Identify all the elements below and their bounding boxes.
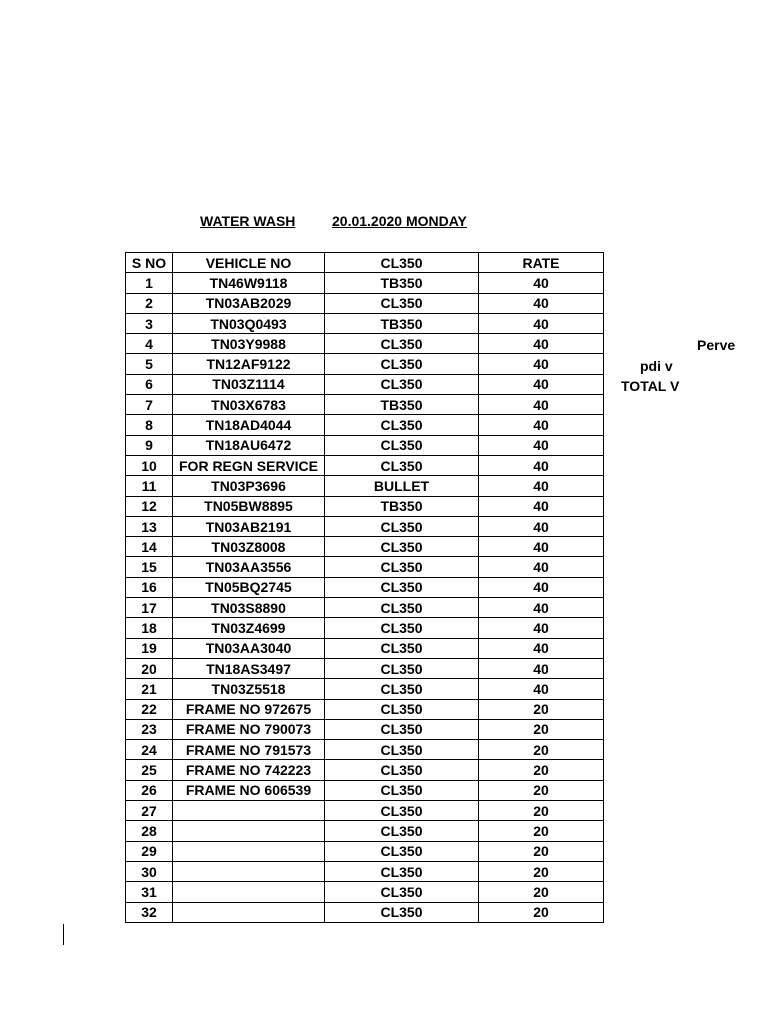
cell-sno: 15 (126, 557, 173, 577)
cell-vehicle-no: TN18AD4044 (173, 415, 325, 435)
cell-sno: 20 (126, 658, 173, 678)
cell-vehicle-no: TN03S8890 (173, 598, 325, 618)
header-vehicle-no: VEHICLE NO (173, 253, 325, 273)
cell-rate: 40 (479, 395, 604, 415)
cell-rate: 40 (479, 354, 604, 374)
cell-rate: 40 (479, 618, 604, 638)
table-row (126, 354, 604, 374)
table-row (126, 598, 604, 618)
cell-vehicle-no: TN03P3696 (173, 476, 325, 496)
cell-vehicle-no: TN03Z4699 (173, 618, 325, 638)
cell-vehicle-no: TN46W9118 (173, 273, 325, 293)
cell-rate: 20 (479, 801, 604, 821)
cell-sno: 1 (126, 273, 173, 293)
cell-rate: 20 (479, 780, 604, 800)
cell-vehicle-no (173, 882, 325, 902)
cell-rate: 40 (479, 273, 604, 293)
cell-sno: 31 (126, 882, 173, 902)
table-row (126, 699, 604, 719)
cell-rate: 20 (479, 882, 604, 902)
cell-vehicle-no: FRAME NO 791573 (173, 740, 325, 760)
cell-rate: 40 (479, 435, 604, 455)
cell-sno: 27 (126, 801, 173, 821)
cell-vehicle-no (173, 861, 325, 881)
cell-vehicle-no: TN05BQ2745 (173, 577, 325, 597)
cell-vehicle-no: TN03Q0493 (173, 313, 325, 333)
cell-model: CL350 (325, 334, 479, 354)
cell-vehicle-no: TN03AA3040 (173, 638, 325, 658)
cell-vehicle-no: TN03Y9988 (173, 334, 325, 354)
cell-rate: 40 (479, 455, 604, 475)
cell-rate: 40 (479, 598, 604, 618)
table-row (126, 679, 604, 699)
table-row (126, 760, 604, 780)
cell-sno: 25 (126, 760, 173, 780)
cell-model: CL350 (325, 882, 479, 902)
cell-vehicle-no: TN03AB2029 (173, 293, 325, 313)
table-row (126, 313, 604, 333)
cell-model: CL350 (325, 861, 479, 881)
side-note: Perve (697, 337, 736, 353)
table-row (126, 415, 604, 435)
document-title: WATER WASH (200, 213, 296, 229)
cell-model: CL350 (325, 841, 479, 861)
cell-sno: 18 (126, 618, 173, 638)
table-row (126, 740, 604, 760)
cell-model: CL350 (325, 699, 479, 719)
cell-model: CL350 (325, 821, 479, 841)
cell-model: CL350 (325, 658, 479, 678)
cell-sno: 6 (126, 374, 173, 394)
cell-model: CL350 (325, 902, 479, 922)
cell-model: CL350 (325, 801, 479, 821)
table-row (126, 658, 604, 678)
table-row (126, 618, 604, 638)
cell-rate: 40 (479, 374, 604, 394)
cell-vehicle-no: TN03Z5518 (173, 679, 325, 699)
cell-model: TB350 (325, 313, 479, 333)
cell-rate: 20 (479, 841, 604, 861)
cell-model: CL350 (325, 455, 479, 475)
cell-sno: 9 (126, 435, 173, 455)
cell-model: CL350 (325, 293, 479, 313)
cell-model: CL350 (325, 618, 479, 638)
table-row (126, 801, 604, 821)
cell-vehicle-no: TN18AU6472 (173, 435, 325, 455)
cell-rate: 40 (479, 557, 604, 577)
cell-sno: 17 (126, 598, 173, 618)
cell-model: BULLET (325, 476, 479, 496)
cell-vehicle-no: TN03X6783 (173, 395, 325, 415)
cell-vehicle-no: FRAME NO 972675 (173, 699, 325, 719)
cell-sno: 2 (126, 293, 173, 313)
table-row (126, 334, 604, 354)
cell-vehicle-no: TN18AS3497 (173, 658, 325, 678)
side-note: pdi v (640, 357, 673, 374)
table-row (126, 719, 604, 739)
cell-sno: 28 (126, 821, 173, 841)
cell-sno: 8 (126, 415, 173, 435)
cell-model: CL350 (325, 740, 479, 760)
cell-vehicle-no: TN12AF9122 (173, 354, 325, 374)
cell-rate: 40 (479, 577, 604, 597)
cell-model: CL350 (325, 516, 479, 536)
cell-vehicle-no: TN03AA3556 (173, 557, 325, 577)
cell-sno: 11 (126, 476, 173, 496)
cell-sno: 32 (126, 902, 173, 922)
cell-rate: 40 (479, 638, 604, 658)
cell-rate: 40 (479, 415, 604, 435)
cell-vehicle-no (173, 841, 325, 861)
cell-rate: 20 (479, 719, 604, 739)
cell-rate: 20 (479, 902, 604, 922)
cell-sno: 3 (126, 313, 173, 333)
cell-sno: 10 (126, 455, 173, 475)
cell-sno: 26 (126, 780, 173, 800)
cell-rate: 40 (479, 476, 604, 496)
cell-sno: 12 (126, 496, 173, 516)
cell-rate: 20 (479, 740, 604, 760)
cell-sno: 22 (126, 699, 173, 719)
cell-model: CL350 (325, 435, 479, 455)
cell-model: CL350 (325, 577, 479, 597)
cell-vehicle-no: TN05BW8895 (173, 496, 325, 516)
table-row (126, 882, 604, 902)
cell-rate: 20 (479, 861, 604, 881)
table-row (126, 780, 604, 800)
cell-vehicle-no: TN03AB2191 (173, 516, 325, 536)
cell-model: CL350 (325, 537, 479, 557)
cell-model: TB350 (325, 496, 479, 516)
cell-vehicle-no: TN03Z8008 (173, 537, 325, 557)
cell-sno: 4 (126, 334, 173, 354)
table-row (126, 395, 604, 415)
table-row (126, 516, 604, 536)
header-rate: RATE (479, 253, 604, 273)
cell-sno: 5 (126, 354, 173, 374)
table-row (126, 273, 604, 293)
cell-rate: 40 (479, 679, 604, 699)
table-row (126, 861, 604, 881)
cell-rate: 40 (479, 537, 604, 557)
cell-model: CL350 (325, 598, 479, 618)
side-notes (600, 335, 768, 397)
table-row (126, 902, 604, 922)
cell-model: CL350 (325, 679, 479, 699)
cell-model: TB350 (325, 273, 479, 293)
water-wash-table (125, 252, 604, 923)
table-row (126, 496, 604, 516)
cell-vehicle-no: FOR REGN SERVICE (173, 455, 325, 475)
cell-rate: 40 (479, 334, 604, 354)
header-sno: S NO (126, 253, 173, 273)
cell-vehicle-no (173, 801, 325, 821)
table-row (126, 374, 604, 394)
header-model: CL350 (325, 253, 479, 273)
cell-model: TB350 (325, 395, 479, 415)
cell-vehicle-no: FRAME NO 606539 (173, 780, 325, 800)
cell-model: CL350 (325, 374, 479, 394)
cell-sno: 24 (126, 740, 173, 760)
cell-rate: 20 (479, 760, 604, 780)
table-body (126, 273, 604, 923)
cell-model: CL350 (325, 719, 479, 739)
cell-rate: 20 (479, 699, 604, 719)
table-row (126, 841, 604, 861)
cell-rate: 40 (479, 313, 604, 333)
table-row (126, 476, 604, 496)
cell-rate: 40 (479, 516, 604, 536)
side-note: TOTAL V (621, 378, 680, 394)
cell-model: CL350 (325, 415, 479, 435)
cell-sno: 14 (126, 537, 173, 557)
cell-model: CL350 (325, 354, 479, 374)
cell-sno: 7 (126, 395, 173, 415)
cell-sno: 19 (126, 638, 173, 658)
cell-sno: 13 (126, 516, 173, 536)
table-row (126, 293, 604, 313)
cell-rate: 40 (479, 293, 604, 313)
table-row (126, 537, 604, 557)
cell-model: CL350 (325, 760, 479, 780)
cell-vehicle-no: FRAME NO 790073 (173, 719, 325, 739)
document-date: 20.01.2020 MONDAY (332, 213, 467, 229)
cell-model: CL350 (325, 780, 479, 800)
table-row (126, 557, 604, 577)
cell-rate: 40 (479, 658, 604, 678)
table-header-row (126, 253, 604, 273)
cell-vehicle-no (173, 821, 325, 841)
text-cursor (63, 924, 64, 945)
table-row (126, 638, 604, 658)
table-row (126, 821, 604, 841)
cell-model: CL350 (325, 557, 479, 577)
cell-vehicle-no: FRAME NO 742223 (173, 760, 325, 780)
table-row (126, 435, 604, 455)
cell-sno: 23 (126, 719, 173, 739)
cell-rate: 40 (479, 496, 604, 516)
cell-vehicle-no (173, 902, 325, 922)
cell-sno: 29 (126, 841, 173, 861)
cell-model: CL350 (325, 638, 479, 658)
cell-rate: 20 (479, 821, 604, 841)
cell-vehicle-no: TN03Z1114 (173, 374, 325, 394)
cell-sno: 16 (126, 577, 173, 597)
table-row (126, 577, 604, 597)
cell-sno: 30 (126, 861, 173, 881)
cell-sno: 21 (126, 679, 173, 699)
table-row (126, 455, 604, 475)
